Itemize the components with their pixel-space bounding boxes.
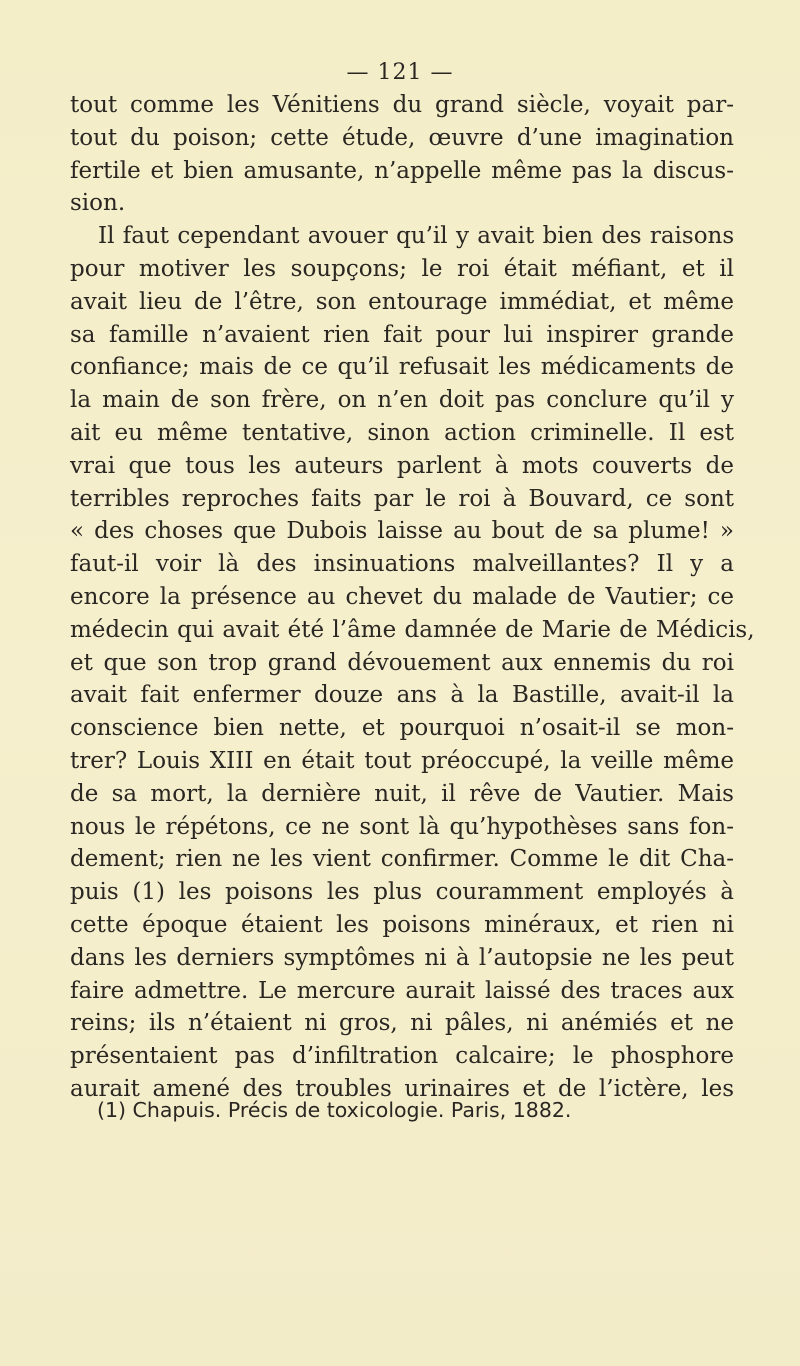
text-line: vrai que tous les auteurs parlent à mots couverts de: [70, 452, 734, 479]
text-line: trer? Louis XIII en était tout préoccupé, la veille même: [70, 747, 734, 774]
page-number: — 121 —: [346, 60, 454, 85]
body-text: [70, 89, 755, 1106]
text-line: tout du poison; cette étude, œuvre d’une imagination: [70, 124, 734, 151]
text-line: et que son trop grand dévouement aux ennemis du roi: [70, 649, 734, 676]
text-line: avait lieu de l’être, son entourage immédiat, et même: [70, 288, 734, 315]
text-line: sion.: [70, 190, 126, 217]
text-line: avait fait enfermer douze ans à la Bastille, avait-il la: [70, 682, 734, 709]
text-line: terribles reproches faits par le roi à Bouvard, ce sont: [70, 485, 734, 512]
text-line: ait eu même tentative, sinon action criminelle. Il est: [70, 419, 734, 446]
text-line: la main de son frère, on n’en doit pas conclure qu’il y: [70, 387, 734, 414]
text-line: encore la présence au chevet du malade de Vautier; ce: [70, 583, 734, 610]
text-line: nous le répétons, ce ne sont là qu’hypothèses sans fon-: [70, 813, 734, 840]
footnote: (1) Chapuis. Précis de toxicologie. Paris, 1882.: [97, 1098, 572, 1122]
text-line: dans les derniers symptômes ni à l’autopsie ne les peut: [70, 944, 734, 971]
text-line: cette époque étaient les poisons minéraux, et rien ni: [70, 911, 734, 938]
text-line: reins; ils n’étaient ni gros, ni pâles, ni anémiés et ne: [70, 1010, 734, 1037]
text-line: puis (1) les poisons les plus couramment employés à: [70, 879, 734, 906]
text-line: pour motiver les soupçons; le roi était méfiant, et il: [70, 255, 734, 282]
text-line: présentaient pas d’infiltration calcaire; le phosphore: [70, 1043, 734, 1070]
text-line: aurait amené des troubles urinaires et de l’ictère, les: [70, 1075, 734, 1102]
text-line: conscience bien nette, et pourquoi n’osait-il se mon-: [70, 715, 734, 742]
text-line: dement; rien ne les vient confirmer. Comme le dit Cha-: [70, 846, 734, 873]
text-line: faut-il voir là des insinuations malveillantes? Il y a: [70, 551, 734, 578]
text-line: sa famille n’avaient rien fait pour lui inspirer grande: [70, 321, 734, 348]
text-line: de sa mort, la dernière nuit, il rêve de Vautier. Mais: [70, 780, 734, 807]
text-line: faire admettre. Le mercure aurait laissé des traces aux: [70, 977, 734, 1004]
text-line: confiance; mais de ce qu’il refusait les médicaments de: [70, 354, 734, 381]
text-line: tout comme les Vénitiens du grand siècle, voyait par-: [70, 92, 734, 118]
text-line: « des choses que Dubois laisse au bout de sa plume! »: [70, 518, 734, 545]
text-line: Il faut cependant avouer qu’il y avait bien des raisons: [98, 223, 735, 250]
text-line: médecin qui avait été l’âme damnée de Marie de Médicis,: [70, 616, 755, 643]
text-line: fertile et bien amusante, n’appelle même pas la discus-: [70, 157, 734, 184]
